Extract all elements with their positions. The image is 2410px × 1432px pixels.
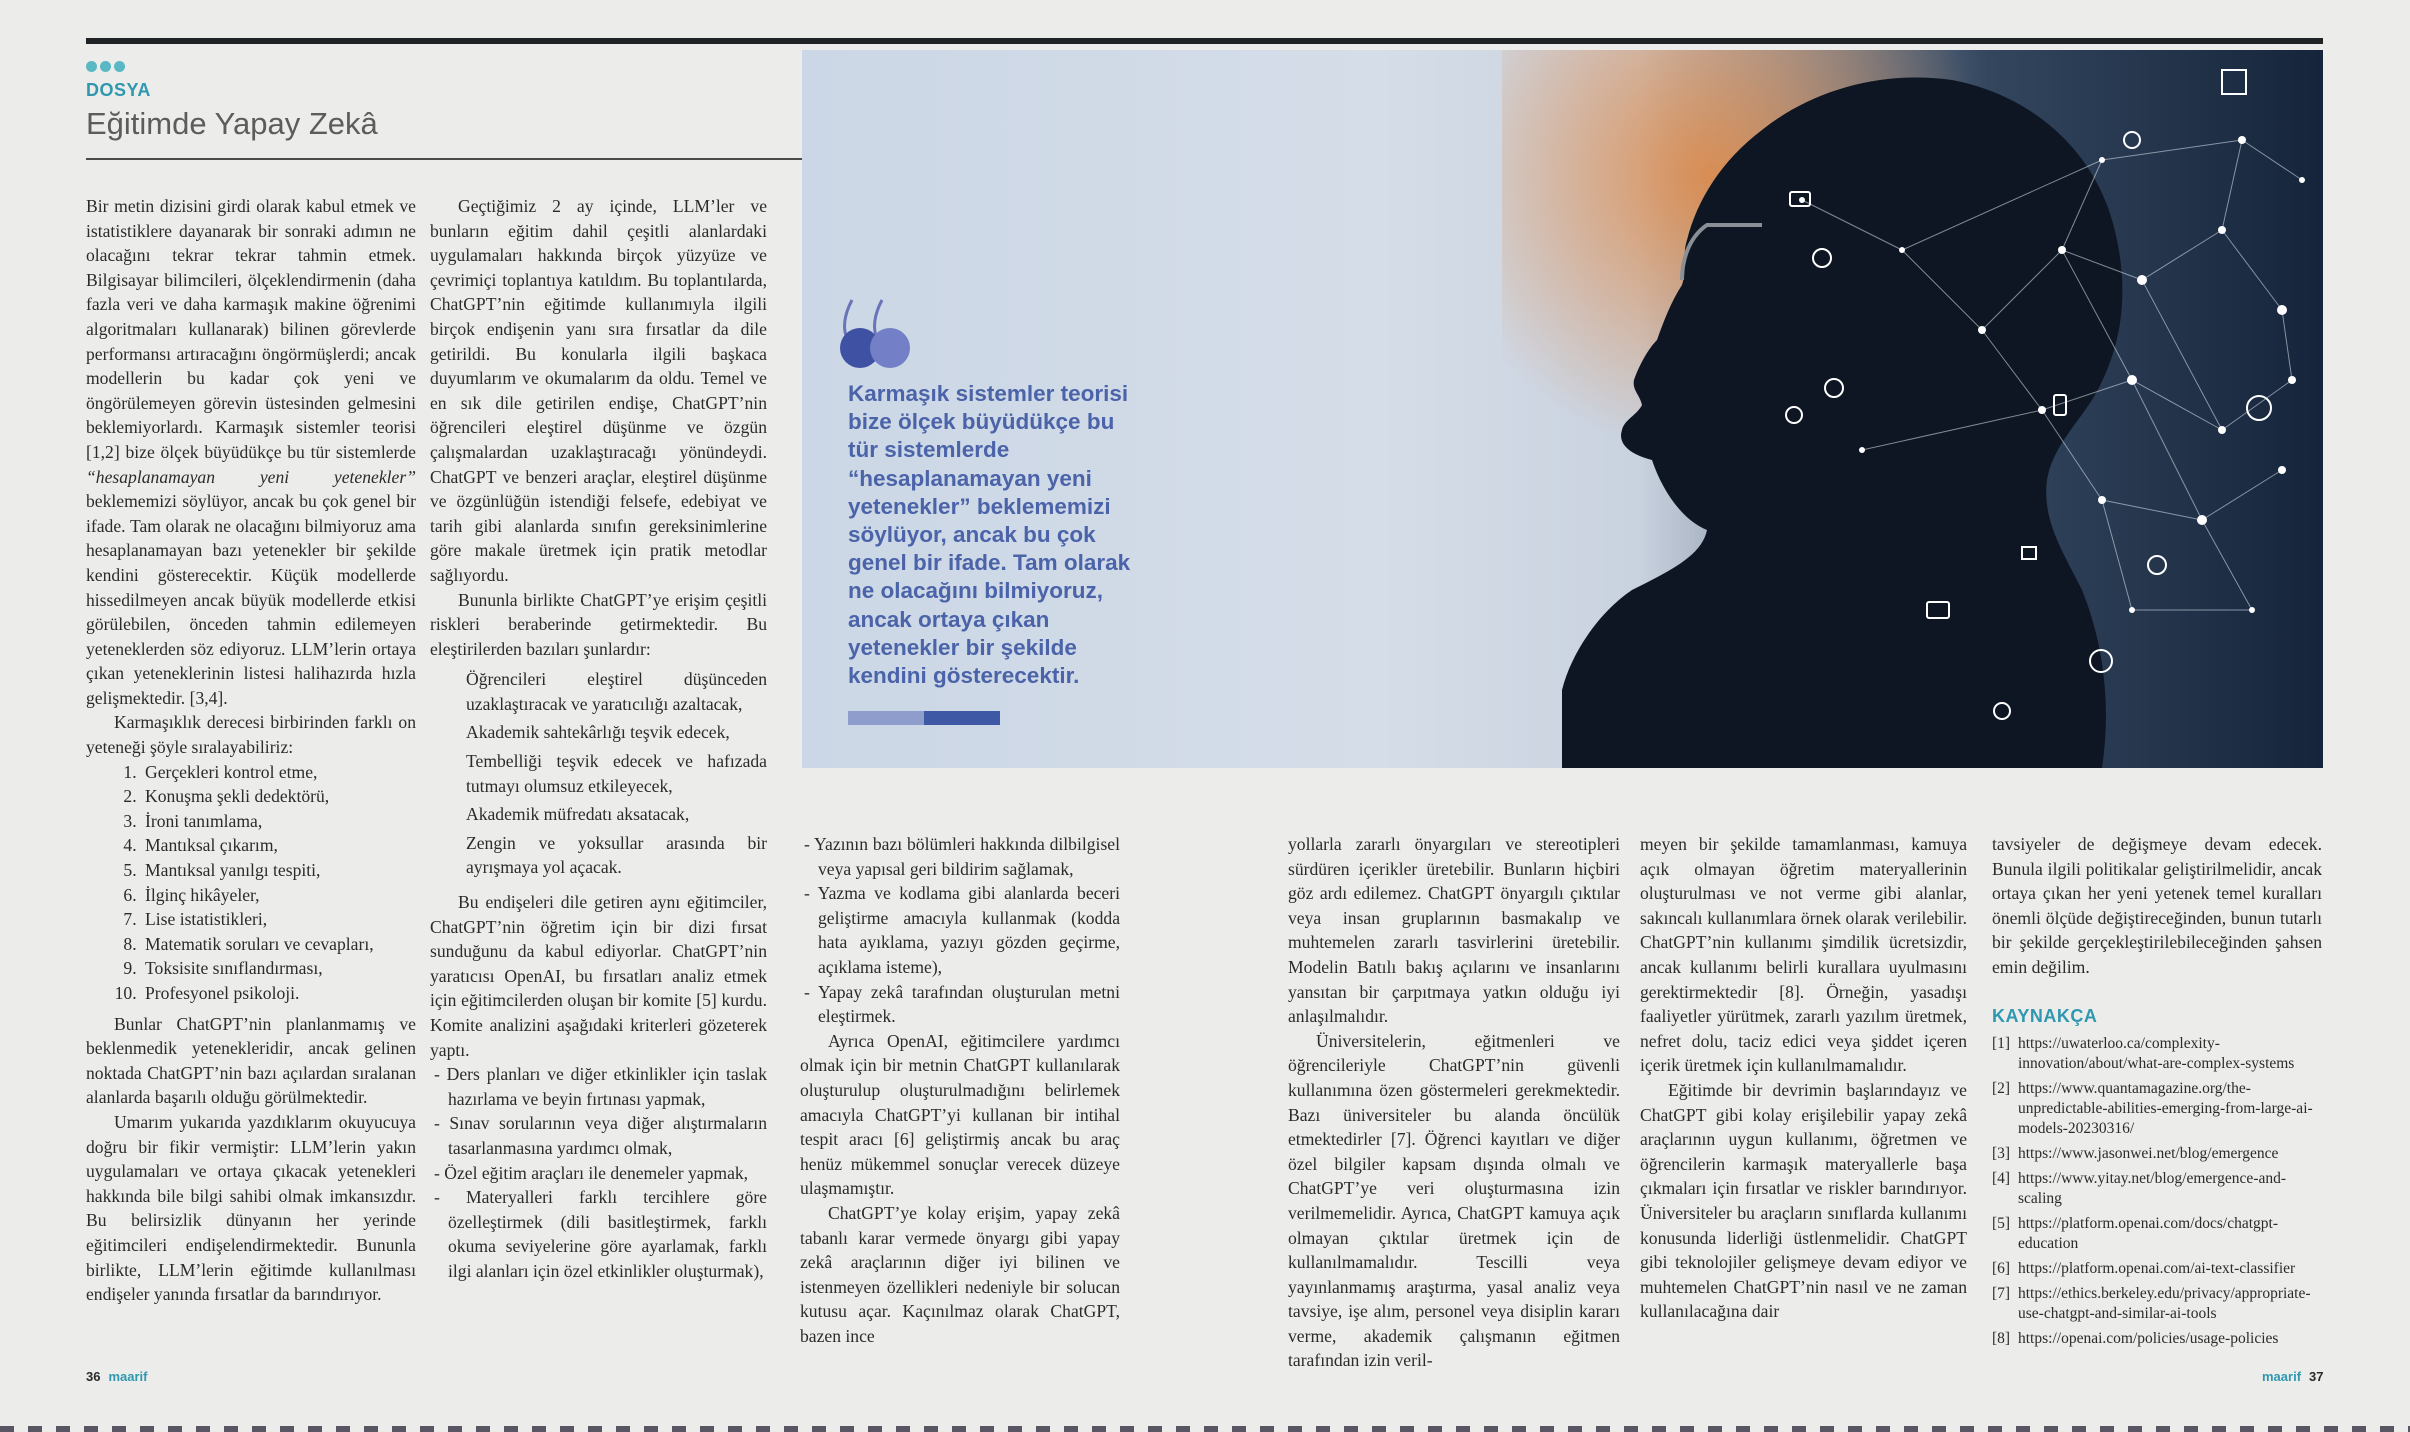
reference-item: [3] https://www.jasonwei.net/blog/emergence: [1992, 1145, 2279, 1163]
list-item: Akademik müfredatı aksatacak,: [466, 804, 690, 825]
list-item: 10. Profesyonel psikoloji.: [141, 981, 416, 1006]
list-item: Akademik sahtekârlığı teşvik edecek,: [466, 722, 730, 743]
paragraph: Üniversitelerin, eğitmenleri ve öğrencileriyle ChatGPT’nin güvenli kullanımına özen göstermeleri gerekmektedir. Bazı üniversiteler bu alanda öncülük etmektedirler [7]. Öğrenci kayıtları ve diğer özel bilgiler kapsam dışında olmalı ve ChatGPT’ye veri oluşturmasına izin verilmemelidir. Ayrıca, ChatGPT kamuya açık olmayan çıktılar üretmek için de kullanılmamalıdır. Tescilli veya yayınlanmamış araştırma, yasal analiz veya tavsiye, işe alım, personel veya disiplin kararı verme, akademik çalışmanın eğitmen tarafından izin veril-: [1288, 1030, 1620, 1371]
list-item: Öğrencileri eleştirel düşünceden uzaklaştıracak ve yaratıcılığı azaltacak,: [466, 669, 767, 714]
pull-quote: Karmaşık sistemler teorisi bize ölçek büyüdükçe bu tür sistemlerde “hesaplanamayan yeni yetenekler” beklememizi söylüyor, ancak bu çok genel bir ifade. Tam olarak ne olacağını bilmiyoruz, ancak ortaya çıkan yetenekler bir şekilde kendini gösterecektir.: [848, 381, 1131, 689]
opportunities-list-cont: [800, 832, 1120, 1029]
paragraph: Bu endişeleri dile getiren aynı eğitimciler, ChatGPT’nin öğretim için bir dizi fırsat sunduğunu da kabul ediyorlar. ChatGPT’nin yaratıcısı OpenAI, bu fırsatları analiz etmek için eğitimcilerden oluşan bir komite [5] kurdu. Komite analizini aşağıdaki kriterleri gözeterek yaptı.: [430, 892, 767, 1060]
paragraph: tavsiyeler de değişmeye devam edecek. Bunula ilgili politikalar geliştirilmelidir, ancak ortaya çıkan her yeni yetenek temel kuralları önemli ölçüde değiştireceğinden, bunun tutarlı bir şekilde gerçekleştirilebileceğinden şahsen emin değilim.: [1992, 834, 2322, 977]
reference-item: [6] https://platform.openai.com/ai-text-classifier: [1992, 1260, 2296, 1278]
paragraph: Geçtiğimiz 2 ay içinde, LLM’ler ve bunların eğitim dahil çeşitli alanlardaki uygulamaları hakkında birçok yüzyüze ve çevrimiçi toplantıya katıldım. Bu toplantılarda, ChatGPT’nin eğitimde kullanımıyla ilgili birçok endişenin yanı sıra fırsatlar da dile getirildi. Bu konularla ilgili başkaca duyumlarım ve okumalarım da oldu. Temel ve en sık dile getirilen endişe, ChatGPT’nin öğrencileri eleştirel düşünme ve özgün çalışmalardan uzaklaştıracağı yönündeydi. ChatGPT ve benzeri araçlar, eleştirel düşünme ve özgünlüğün istendiği felsefe, edebiyat ve tarih gibi alanlarda sınıfın gereksinimlerine göre makale üretmek için pratik metodlar sağlıyordu.: [430, 196, 767, 585]
list-item: 8. Matematik soruları ve cevapları,: [141, 932, 416, 957]
abilities-list: [86, 760, 416, 1006]
paragraph: meyen bir şekilde tamamlanması, kamuya açık olmayan öğretim materyallerinin oluşturulması ve not verme gibi alanlar, sakıncalı kullanımlara örnek olarak verilebilir. ChatGPT’nin kullanımı şimdilik ücretsizdir, ancak kullanımı belirli kurallara uyulmasını gerektirmektedir [8]. Örneğin, yasadışı faaliyetler yürütmek, zararlı yazılım üretmek, nefret dolu, taciz edici veya şiddet içeren içerik üretmek için kullanılmamalıdır.: [1640, 834, 1967, 1076]
list-item: - Yapay zekâ tarafından oluşturulan metni eleştirmek.: [804, 981, 1120, 1027]
brand-right: maarif: [2262, 1369, 2302, 1384]
paragraph: Bununla birlikte ChatGPT’ye erişim çeşitli riskleri beraberinde getirmektedir. Bu eleştirilerden bazıları şunlardır:: [430, 589, 767, 659]
section-dots: [86, 61, 125, 72]
reference-item: [4] https://www.yitay.net/blog/emergence-and-scaling: [1992, 1170, 2287, 1208]
references-list: [1992, 1034, 2322, 1349]
opportunities-list: [430, 1062, 767, 1283]
paragraph: Eğitimde bir devrimin başlarındayız ve ChatGPT gibi kolay erişilebilir yapay zekâ araçlarının uygun kullanımı, öğretmen ve öğrencilerin karmaşık materyallerle başa çıkmaları için fırsatlar ve riskler barındırıyor. Üniversiteler bu araçların sınıflarda kullanımı konusunda liderliği üstlenmelidir. ChatGPT gibi teknolojiler gelişmeye devam ediyor ve muhtemelen ChatGPT’nin nasıl ve ne zaman kullanılacağına dair: [1640, 1079, 1967, 1322]
reference-item: [7] https://ethics.berkeley.edu/privacy/appropriate-use-chatgpt-and-similar-ai-tools: [1992, 1285, 2311, 1323]
quote-mark-icon: [838, 290, 928, 370]
list-item: 1. Gerçekleri kontrol etme,: [141, 760, 416, 785]
footer-right: [2254, 1369, 2324, 1384]
paragraph: Umarım yukarıda yazdıklarım okuyucuya doğru bir fikir vermiştir: LLM’lerin yakın uygulamaları ve ortaya çıkacak yetenekleri hakkında bile bilgi sahibi olmak imkansızdır. Bu belirsizlik dünyanın her yerinde eğitimcileri endişelendirmektedir. Bununla birlikte, LLM’lerin eğitimde kullanılması endişeler yanında fırsatlar da barındırıyor.: [86, 1111, 416, 1305]
paragraph: Bunlar ChatGPT’nin planlanmamış ve beklenmedik yetenekleridir, ancak gelinen noktada ChatGPT’nin bazı açılardan sıralanan alanlarda başarılı olduğu görülmektedir.: [86, 1013, 416, 1108]
list-item: - Yazma ve kodlama gibi alanlarda beceri geliştirme amacıyla kullanmak (kodda hata ayıklama, yazıyı gözden geçirme, açıklama isteme),: [804, 883, 1120, 977]
reference-item: [1] https://uwaterloo.ca/complexity-innovation/about/what-are-complex-systems: [1992, 1035, 2295, 1073]
paragraph: ChatGPT’ye kolay erişim, yapay zekâ tabanlı karar vermede önyargı gibi yapay zekâ araçlarının diğer iyi bilinen ve istenmeyen özellikleri nedeniyle bir solucan kutusu açar. Kaçınılmaz olarak ChatGPT, bazen ince: [800, 1202, 1120, 1346]
list-item: - Ders planları ve diğer etkinlikler için taslak hazırlama ve beyin fırtınası yapmak,: [434, 1064, 767, 1109]
brand-left: maarif: [108, 1369, 148, 1384]
column-4: [1288, 832, 1620, 1373]
footer-left: [86, 1369, 156, 1384]
list-item: 3. İroni tanımlama,: [141, 809, 416, 834]
paragraph: yollarla zararlı önyargıları ve stereotipleri sürdüren içerikler üretebilir. Bunların hiçbiri göz ardı edilemez. ChatGPT önyargılı çıktılar veya insan gruplarının basmakalıp ve muhtemelen zararlı tasvirlerini üretebilir. Modelin Batılı bakış açılarını ve insanlarını yansıtan bir çarpıtmaya yatkın olduğu iyi anlaşılmalıdır.: [1288, 834, 1620, 1027]
list-item: 9. Toksisite sınıflandırması,: [141, 956, 416, 981]
list-item: - Materyalleri farklı tercihlere göre özelleştirmek (dili basitleştirmek, farklı okuma seviyelerine göre ayarlamak, farklı ilgi alanları için özel etkinlikler oluşturmak),: [434, 1187, 767, 1281]
list-item: - Sınav sorularının veya diğer alıştırmaların tasarlanmasına yardımcı olmak,: [434, 1113, 767, 1158]
paragraph: Ayrıca OpenAI, eğitimcilere yardımcı olmak için bir metnin ChatGPT kullanılarak oluşturulup oluşturulmadığını belirlemek amacıyla ChatGPT’yi kullanan bir intihal tespit aracı [6] geliştirmiş ancak bu araç henüz mükemmel sonuçlar verecek düzeye ulaşmamıştır.: [800, 1030, 1120, 1199]
list-item: 5. Mantıksal yanılgı tespiti,: [141, 858, 416, 883]
top-rule: [86, 38, 2323, 44]
list-item: Tembelliği teşvik edecek ve hafızada tutmayı olumsuz etkileyecek,: [466, 751, 767, 796]
page-title: Eğitimde Yapay Zekâ: [86, 106, 378, 141]
reference-item: [2] https://www.quantamagazine.org/the-unpredictable-abilities-emerging-from-large-ai-models-20230316/: [1992, 1080, 2313, 1138]
column-1: [86, 194, 416, 1307]
list-item: Zengin ve yoksullar arasında bir ayrışmaya yol açacak.: [466, 832, 767, 878]
list-item: 2. Konuşma şekli dedektörü,: [141, 784, 416, 809]
bottom-border: [0, 1426, 2410, 1432]
list-item: - Özel eğitim araçları ile denemeler yapmak,: [434, 1162, 749, 1183]
reference-item: [8] https://openai.com/policies/usage-policies: [1992, 1330, 2279, 1348]
section-label: DOSYA: [86, 80, 151, 100]
reference-item: [5] https://platform.openai.com/docs/chatgpt-education: [1992, 1215, 2278, 1253]
paragraph: Karmaşıklık derecesi birbirinden farklı on yeteneği şöyle sıralayabiliriz:: [86, 712, 416, 758]
quote-accent-bar: [848, 711, 1000, 725]
list-item: 4. Mantıksal çıkarım,: [141, 833, 416, 858]
risks-list: [430, 667, 767, 880]
title-rule: [86, 158, 802, 160]
references-heading: KAYNAKÇA: [1992, 1005, 2098, 1026]
page-number-right: 37: [2309, 1369, 2324, 1384]
column-6: [1992, 832, 2322, 1354]
page-number-left: 36: [86, 1369, 101, 1384]
column-3: [800, 832, 1120, 1348]
list-item: 7. Lise istatistikleri,: [141, 907, 416, 932]
list-item: 6. İlginç hikâyeler,: [141, 883, 416, 908]
paragraph: Bir metin dizisini girdi olarak kabul etmek ve istatistiklere dayanarak bir sonraki adımın ne olacağını tekrar tekrar tahmin etmek. Bilgisayar bilimcileri, ölçeklendirmenin (daha fazla veri ve daha karmaşık makine öğrenimi algoritmaları kullanarak) bilinen görevlerde performansı artıracağını öngörmüşlerdi; ancak modellerin bu kadar çok yeni ve öngörülemeyen görevin üstesinden gelmesini beklemiyorlardı. Karmaşık sistemler teorisi [1,2] bize ölçek büyüdükçe bu tür sistemlerde “hesaplanamayan yeni yetenekler” beklememizi söylüyor, ancak bu çok genel bir ifade. Tam olarak ne olacağını bilmiyoruz ama hesaplanamayan bazı yetenekler bir şekilde kendini gösterecektir. Küçük modellerde hissedilmeyen ancak büyük modellerde etkisi görülebilen, önceden tahmin edilemeyen yeteneklerden söz ediyoruz. LLM’lerin ortaya çıkan yeteneklerinin listesi halihazırda hızla gelişmektedir. [3,4].: [86, 196, 416, 708]
column-2: [430, 194, 767, 1284]
list-item: - Yazının bazı bölümleri hakkında dilbilgisel veya yapısal geri bildirim sağlamak,: [804, 834, 1120, 879]
column-5: [1640, 832, 1967, 1324]
